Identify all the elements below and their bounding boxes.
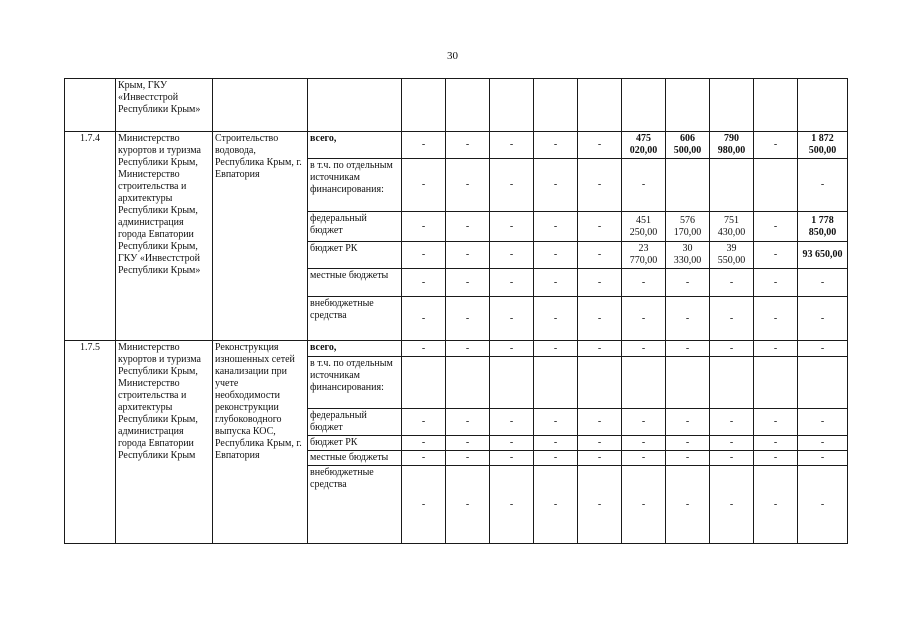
value-cell: - <box>534 159 578 212</box>
value-cell: - <box>446 297 490 341</box>
value-cell: - <box>490 242 534 269</box>
funding-source-label: в т.ч. по отдельным источникам финансирования: <box>308 357 402 409</box>
value-cell: - <box>402 466 446 544</box>
value-cell <box>534 357 578 409</box>
value-cell: - <box>446 341 490 357</box>
value-cell <box>710 357 754 409</box>
value-cell: - <box>666 269 710 297</box>
value-cell: - <box>490 341 534 357</box>
value-cell: - <box>710 269 754 297</box>
value-cell: - <box>710 341 754 357</box>
value-cell: - <box>578 132 622 159</box>
section-executor: Министерство курортов и туризма Республики Крым, Министерство строительства и архитектуры Республики Крым, администрация города Евпатории Республики Крым <box>116 341 213 544</box>
value-cell: - <box>402 341 446 357</box>
funding-source-label: всего, <box>308 132 402 159</box>
value-cell: - <box>710 409 754 436</box>
value-cell: - <box>754 132 798 159</box>
value-cell: - <box>798 297 848 341</box>
funding-source-label: федеральный бюджет <box>308 212 402 242</box>
value-cell: - <box>754 436 798 451</box>
value-cell: - <box>446 242 490 269</box>
value-cell: - <box>754 409 798 436</box>
value-cell: - <box>402 132 446 159</box>
value-cell: - <box>622 297 666 341</box>
value-cell: 93 650,00 <box>798 242 848 269</box>
section-code: 1.7.4 <box>65 132 116 341</box>
value-cell: - <box>446 132 490 159</box>
value-cell <box>798 357 848 409</box>
value-cell: - <box>402 159 446 212</box>
value-cell: - <box>578 409 622 436</box>
value-cell: - <box>710 436 754 451</box>
value-cell: - <box>578 341 622 357</box>
value-cell: - <box>578 297 622 341</box>
value-cell: - <box>710 451 754 466</box>
value-cell: - <box>578 436 622 451</box>
value-cell: - <box>402 242 446 269</box>
value-cell: - <box>578 159 622 212</box>
value-cell <box>710 159 754 212</box>
value-cell: 606 500,00 <box>666 132 710 159</box>
value-cell: - <box>754 466 798 544</box>
value-cell: - <box>798 466 848 544</box>
value-cell <box>754 159 798 212</box>
value-cell: - <box>578 212 622 242</box>
value-cell: - <box>490 159 534 212</box>
value-cell: 451 250,00 <box>622 212 666 242</box>
value-cell: - <box>490 269 534 297</box>
value-cell: - <box>754 269 798 297</box>
value-cell: - <box>402 409 446 436</box>
continuation-row <box>65 79 848 132</box>
value-cell <box>666 159 710 212</box>
value-cell: - <box>402 297 446 341</box>
value-cell <box>490 357 534 409</box>
value-cell: - <box>754 297 798 341</box>
value-cell: - <box>534 451 578 466</box>
value-cell: - <box>754 341 798 357</box>
funding-source-label: внебюджетные средства <box>308 297 402 341</box>
value-cell: - <box>578 451 622 466</box>
section-code: 1.7.5 <box>65 341 116 544</box>
executor-cell: Крым, ГКУ «Инвестстрой Республики Крым» <box>116 79 213 132</box>
code-cell <box>65 79 116 132</box>
value-cell: - <box>402 212 446 242</box>
value-cell: - <box>578 466 622 544</box>
value-cell: - <box>666 341 710 357</box>
value-cell: - <box>534 297 578 341</box>
table-row <box>65 341 848 357</box>
value-cell: - <box>490 212 534 242</box>
value-cell: - <box>798 269 848 297</box>
value-cell: - <box>534 212 578 242</box>
value-cell: - <box>754 451 798 466</box>
value-cell: - <box>710 297 754 341</box>
value-cell: - <box>446 466 490 544</box>
value-cell: - <box>754 242 798 269</box>
funding-source-label: местные бюджеты <box>308 451 402 466</box>
value-cell: 23 770,00 <box>622 242 666 269</box>
value-cell: - <box>622 451 666 466</box>
value-cell: - <box>798 451 848 466</box>
value-cell: - <box>622 409 666 436</box>
value-cell: - <box>534 269 578 297</box>
value-cell: - <box>798 159 848 212</box>
value-cell: - <box>490 436 534 451</box>
value-cell: - <box>446 436 490 451</box>
value-cell: - <box>622 466 666 544</box>
value-cell: - <box>578 242 622 269</box>
value-cell: - <box>446 212 490 242</box>
label-cell <box>308 79 402 132</box>
value-cell: - <box>402 451 446 466</box>
page-number: 30 <box>447 50 458 62</box>
value-cell <box>622 357 666 409</box>
value-cell: 1 872 500,00 <box>798 132 848 159</box>
activity-cell <box>213 79 308 132</box>
value-cell: - <box>798 436 848 451</box>
section-executor: Министерство курортов и туризма Республики Крым, Министерство строительства и архитектуры Республики Крым, администрация города Евпатории Республики Крым, ГКУ «Инвестстрой Республики Крым» <box>116 132 213 341</box>
value-cell: 1 778 850,00 <box>798 212 848 242</box>
value-cell: - <box>446 409 490 436</box>
value-cell: - <box>622 341 666 357</box>
value-cell: - <box>534 436 578 451</box>
funding-source-label: внебюджетные средства <box>308 466 402 544</box>
value-cell: - <box>490 297 534 341</box>
value-cell: - <box>490 451 534 466</box>
value-cell: - <box>798 409 848 436</box>
funding-source-label: местные бюджеты <box>308 269 402 297</box>
value-cell: - <box>534 132 578 159</box>
value-cell: - <box>446 269 490 297</box>
value-cell: - <box>798 341 848 357</box>
value-cell: - <box>446 451 490 466</box>
section-activity: Реконструкция изношенных сетей канализации при учете необходимости реконструкции глубоководного выпуска КОС, Республика Крым, г. Евпатория <box>213 341 308 544</box>
value-cell <box>446 357 490 409</box>
value-cell <box>402 357 446 409</box>
value-cell: - <box>666 466 710 544</box>
value-cell: - <box>666 297 710 341</box>
funding-source-label: всего, <box>308 341 402 357</box>
value-cell: - <box>402 436 446 451</box>
value-cell: - <box>622 436 666 451</box>
value-cell: - <box>622 269 666 297</box>
value-cell: 751 430,00 <box>710 212 754 242</box>
value-cell: - <box>666 436 710 451</box>
value-cell: - <box>710 466 754 544</box>
budget-table <box>64 78 848 544</box>
value-cell: 576 170,00 <box>666 212 710 242</box>
value-cell: - <box>534 341 578 357</box>
value-cell: 475 020,00 <box>622 132 666 159</box>
section-activity: Строительство водовода, Республика Крым, г. Евпатория <box>213 132 308 341</box>
value-cell: - <box>446 159 490 212</box>
funding-source-label: федеральный бюджет <box>308 409 402 436</box>
value-cell: - <box>622 159 666 212</box>
value-cell: - <box>534 466 578 544</box>
value-cell: - <box>754 212 798 242</box>
value-cell: - <box>402 269 446 297</box>
value-cell: - <box>534 242 578 269</box>
value-cell: - <box>490 132 534 159</box>
value-cell <box>578 357 622 409</box>
value-cell: - <box>578 269 622 297</box>
value-cell: 790 980,00 <box>710 132 754 159</box>
value-cell: - <box>534 409 578 436</box>
value-cell: - <box>666 409 710 436</box>
value-cell <box>754 357 798 409</box>
value-cell <box>666 357 710 409</box>
value-cell: 30 330,00 <box>666 242 710 269</box>
funding-source-label: в т.ч. по отдельным источникам финансирования: <box>308 159 402 212</box>
value-cell: - <box>490 466 534 544</box>
funding-source-label: бюджет РК <box>308 436 402 451</box>
value-cell: 39 550,00 <box>710 242 754 269</box>
funding-source-label: бюджет РК <box>308 242 402 269</box>
value-cell: - <box>666 451 710 466</box>
table-row <box>65 132 848 159</box>
value-cell: - <box>490 409 534 436</box>
